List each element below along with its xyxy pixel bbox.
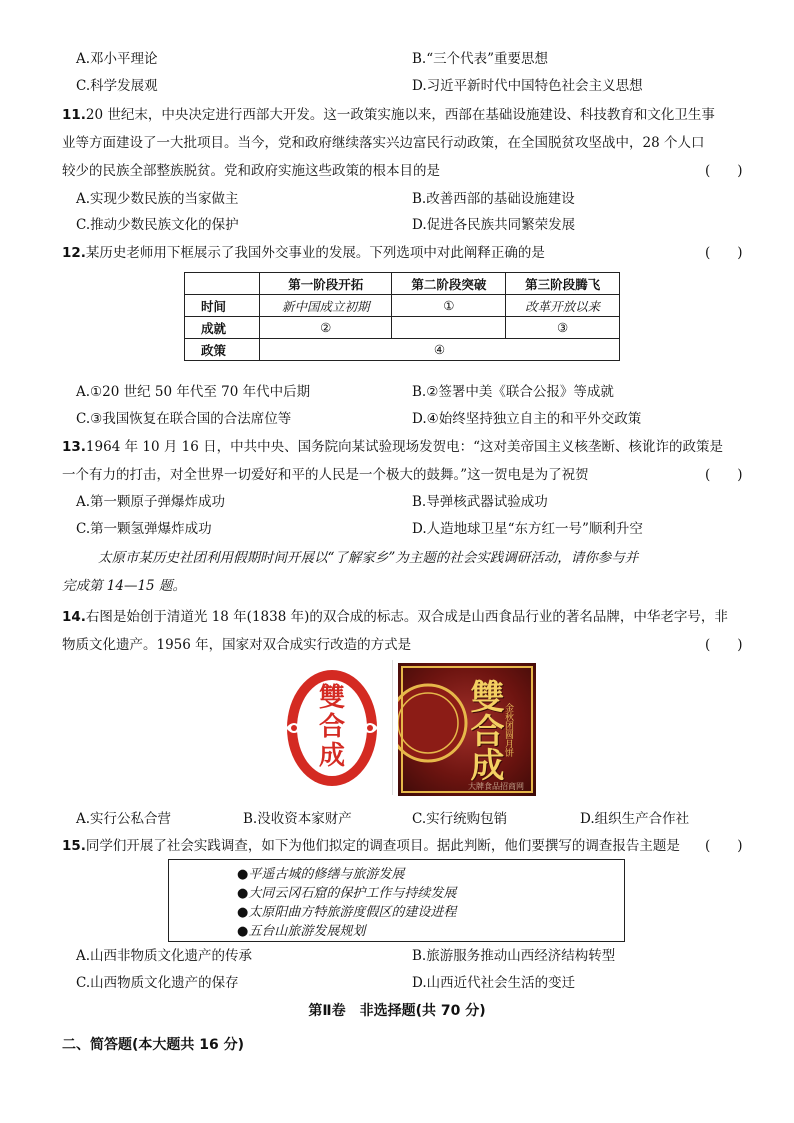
q10-option-d: D.习近平新时代中国特色社会主义思想 — [412, 78, 643, 94]
q15-number: 15. — [62, 838, 86, 854]
q15-option-d: D.山西近代社会生活的变迁 — [412, 975, 576, 991]
q12-option-b: B.②签署中美《联合公报》等成就 — [412, 384, 614, 400]
q11-option-b: B.改善西部的基础设施建设 — [412, 191, 575, 207]
table-row-achievement — [185, 317, 620, 339]
seal-char-1: 雙 — [318, 683, 345, 713]
table-cell-achievement-3: ③ — [506, 317, 620, 339]
table-cell-achievement-1: ② — [260, 317, 392, 339]
q14-option-c: C.实行统购包销 — [412, 811, 508, 827]
q13-line-2: 一个有力的打击，对全世界一切爱好和平的人民是一个极大的鼓舞。”这一贺电是为了祝贺 — [62, 467, 589, 483]
table-header-stage-1: 第一阶段开拓 — [260, 273, 392, 295]
q11-line-2: 业等方面建设了一大批项目。当今，党和政府继续落实兴边富民行动政策，在全国脱贫攻坚战中，28 个人口 — [62, 135, 705, 151]
q10-option-b: B.“三个代表”重要思想 — [412, 51, 549, 67]
part-2-title: 第Ⅱ卷 非选择题(共 70 分) — [308, 1003, 486, 1019]
table-cell-achievement-2 — [392, 317, 506, 339]
q14-number: 14. — [62, 609, 86, 625]
q10-option-a: A.邓小平理论 — [76, 51, 158, 67]
table-row-label-achievement: 成就 — [185, 317, 260, 339]
q14-option-a: A.实行公私合营 — [76, 811, 172, 827]
q13-number: 13. — [62, 439, 86, 455]
table-cell-time-3: 改革开放以来 — [506, 295, 620, 317]
table-row-label-time: 时间 — [185, 295, 260, 317]
q13-option-d: D.人造地球卫星“东方红一号”顺利升空 — [412, 521, 643, 537]
package-brand-text: 雙合成 — [464, 679, 504, 781]
table-header-stage-3: 第三阶段腾飞 — [506, 273, 620, 295]
diplomacy-table — [184, 272, 620, 361]
intro-line-2: 完成第 14—15 题。 — [62, 578, 186, 594]
table-row-policy — [185, 339, 620, 361]
q14-text-1: 右图是始创于清道光 18 年(1838 年)的双合成的标志。双合成是山西食品行业的著名品牌，中华老字号，非 — [85, 609, 728, 625]
q11-number: 11. — [62, 107, 86, 123]
q11-option-a: A.实现少数民族的当家做主 — [76, 191, 239, 207]
q13-option-b: B.导弹核武器试验成功 — [412, 494, 548, 510]
table-cell-time-2: ① — [392, 295, 506, 317]
q13-text-1: 1964 年 10 月 16 日，中共中央、国务院向某试验现场发贺电：“这对美帝国主义核垄断、核讹诈的政策是 — [85, 439, 723, 455]
survey-item-3: ●太原阳曲方特旅游度假区的建设进程 — [237, 905, 457, 920]
intro-line-1: 太原市某历史社团利用假期时间开展以“了解家乡”为主题的社会实践调研活动，请你参与并 — [98, 550, 639, 566]
q14-option-b: B.没收资本家财产 — [243, 811, 352, 827]
survey-item-4: ●五台山旅游发展规划 — [237, 924, 366, 939]
q14-option-d: D.组织生产合作社 — [580, 811, 690, 827]
section-2-heading: 二、简答题(本大题共 16 分) — [62, 1037, 245, 1053]
q12-number: 12. — [62, 245, 86, 261]
seal-logo-characters — [272, 684, 392, 771]
q11-line-1 — [62, 103, 715, 123]
q11-text-1: 20 世纪末，中央决定进行西部大开发。这一政策实施以来，西部在基础设施建设、科技教育和文化卫生事 — [85, 107, 715, 123]
package-watermark: 大牌食品招商网 — [468, 782, 524, 791]
table-row-label-policy: 政策 — [185, 339, 260, 361]
q12-answer-bracket: ( ) — [705, 245, 743, 261]
table-row-time — [185, 295, 620, 317]
q13-option-a: A.第一颗原子弹爆炸成功 — [76, 494, 226, 510]
q15-answer-bracket: ( ) — [705, 838, 743, 854]
q12-option-d: D.④始终坚持独立自主的和平外交政策 — [412, 411, 642, 427]
q15-line — [62, 834, 680, 854]
survey-item-2: ●大同云冈石窟的保护工作与持续发展 — [237, 886, 457, 901]
q14-line-1 — [62, 605, 728, 625]
q14-line-2: 物质文化遗产。1956 年，国家对双合成实行改造的方式是 — [62, 637, 412, 653]
q11-option-d: D.促进各民族共同繁荣发展 — [412, 217, 576, 233]
q12-option-c: C.③我国恢复在联合国的合法席位等 — [76, 411, 292, 427]
table-header-row — [185, 273, 620, 295]
q15-option-a: A.山西非物质文化遗产的传承 — [76, 948, 253, 964]
seal-char-3: 成 — [318, 741, 345, 771]
q13-option-c: C.第一颗氢弹爆炸成功 — [76, 521, 212, 537]
table-cell-policy: ④ — [260, 339, 620, 361]
package-product-text: 金秋团圆月饼 — [503, 703, 513, 757]
q12-option-a: A.①20 世纪 50 年代至 70 年代中后期 — [76, 384, 311, 400]
q13-answer-bracket: ( ) — [705, 467, 743, 483]
table-header-empty — [185, 273, 260, 295]
mooncake-package-photo — [398, 663, 536, 796]
q11-answer-bracket: ( ) — [705, 163, 743, 179]
q10-option-c: C.科学发展观 — [76, 78, 158, 94]
seal-char-2: 合 — [318, 712, 345, 742]
q15-text: 同学们开展了社会实践调查，如下为他们拟定的调查项目。据此判断，他们要撰写的调查报告主题是 — [85, 838, 680, 854]
q13-line-1 — [62, 435, 723, 455]
q15-option-c: C.山西物质文化遗产的保存 — [76, 975, 239, 991]
survey-item-1: ●平遥古城的修缮与旅游发展 — [237, 867, 405, 882]
shuanghecheng-seal-logo — [272, 660, 393, 795]
table-header-stage-2: 第二阶段突破 — [392, 273, 506, 295]
q14-answer-bracket: ( ) — [705, 637, 743, 653]
q11-option-c: C.推动少数民族文化的保护 — [76, 217, 239, 233]
table-cell-time-1: 新中国成立初期 — [260, 295, 392, 317]
survey-items-box — [168, 859, 625, 942]
q12-line — [62, 241, 545, 261]
q12-text: 某历史老师用下框展示了我国外交事业的发展。下列选项中对此阐释正确的是 — [85, 245, 545, 261]
q15-option-b: B.旅游服务推动山西经济结构转型 — [412, 948, 616, 964]
q11-line-3: 较少的民族全部整族脱贫。党和政府实施这些政策的根本目的是 — [62, 163, 440, 179]
